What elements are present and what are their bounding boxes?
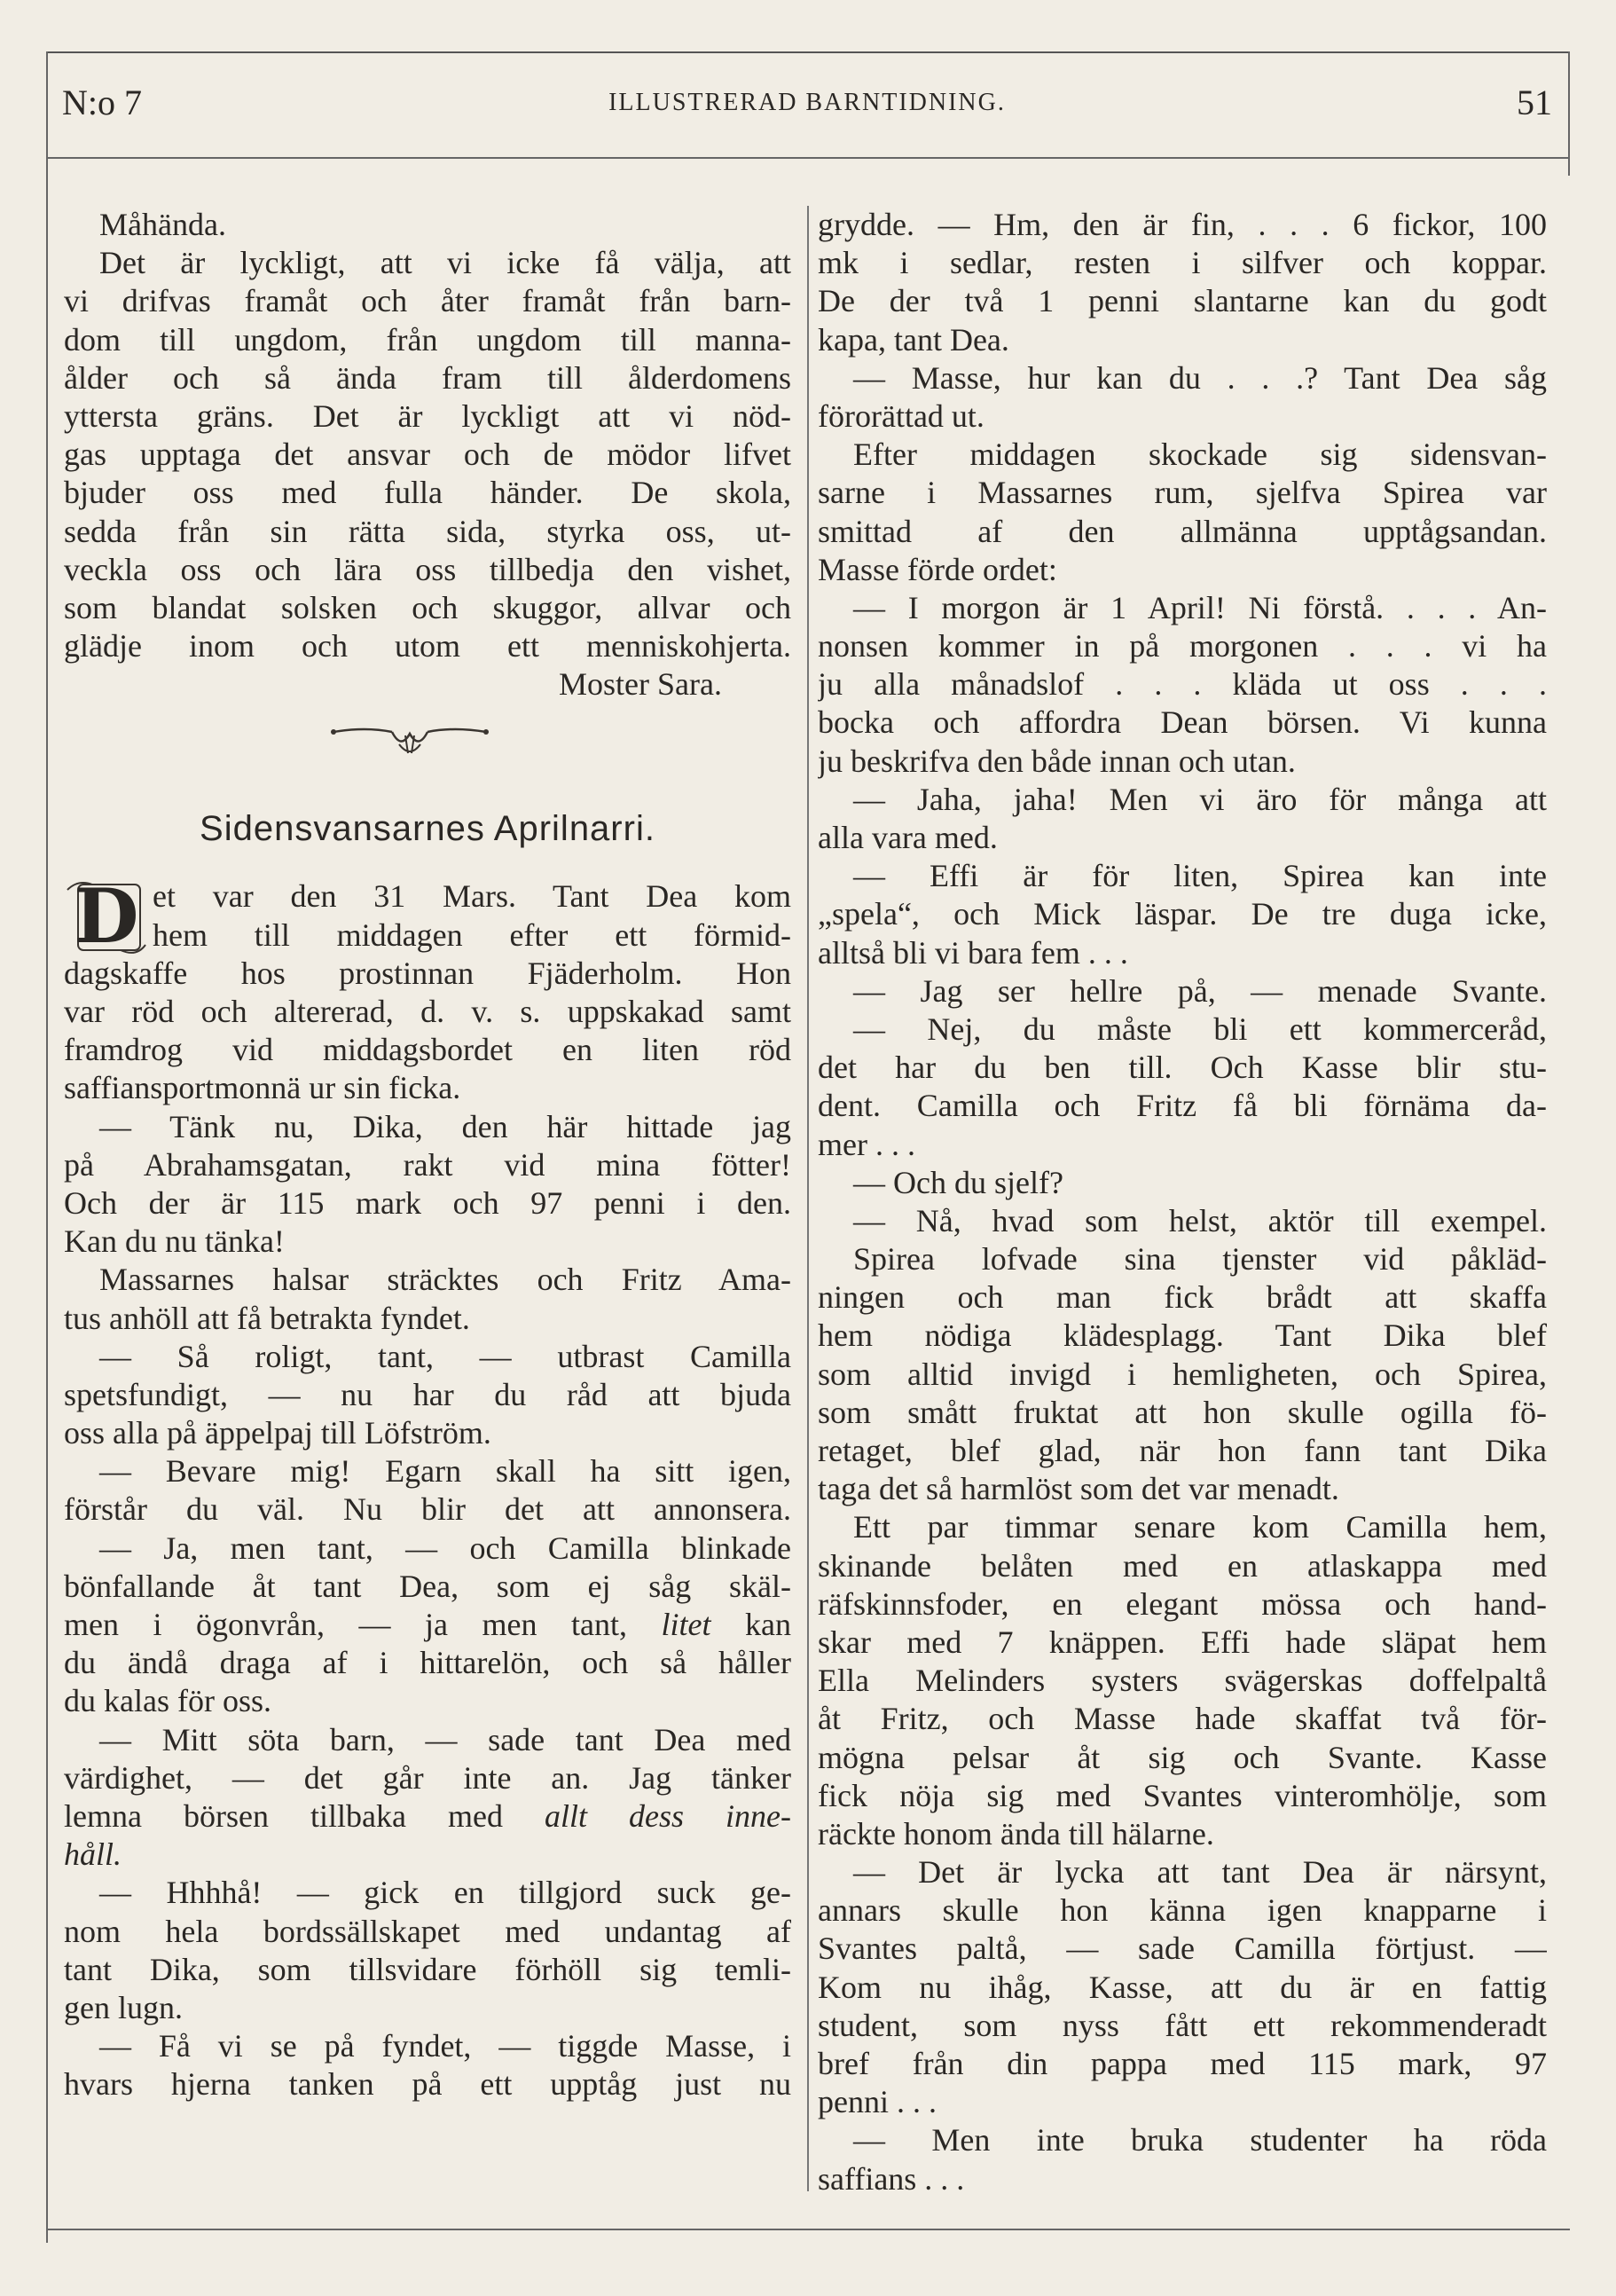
text-line: hem nödiga klädesplagg. Tant Dika blef xyxy=(818,1317,1547,1354)
text-line: — Mitt söta barn, — sade tant Dea med xyxy=(99,1721,791,1757)
text-line: mögna pelsar åt sig och Svante. Kasse xyxy=(818,1739,1547,1775)
text-line: som alltid invigd i hemligheten, och Spirea, xyxy=(818,1356,1547,1392)
text-line: Måhända. xyxy=(99,207,226,242)
text-line: ålder och så ända fram till ålderdomens xyxy=(64,359,791,396)
frame-left-rule xyxy=(46,51,48,2243)
text-line: penni . . . xyxy=(818,2084,937,2120)
text-line: vi drifvas framåt och åter framåt från barn- xyxy=(64,283,791,319)
text-line: kapa, tant Dea. xyxy=(818,321,1009,358)
text-line: annars skulle hon känna igen knapparne i xyxy=(818,1892,1547,1929)
text-line: ju beskrifva den både innan och utan. xyxy=(818,743,1296,779)
text-line: — Och du sjelf? xyxy=(853,1164,1063,1200)
text-line: ningen och man fick brådt att skaffa xyxy=(818,1279,1547,1316)
text-line: värdighet, — det går inte an. Jag tänker xyxy=(64,1759,791,1796)
text-line: mer . . . xyxy=(818,1126,915,1162)
text-line: hem till middagen efter ett förmid- xyxy=(153,916,791,953)
text-line: bönfallande åt tant Dea, som ej såg skäl- xyxy=(64,1568,791,1604)
text-line: — I morgon är 1 April! Ni förstå. . . . An- xyxy=(853,589,1547,625)
text-line: sarne i Massarnes rum, sjelfva Spirea var xyxy=(818,475,1547,511)
text-line: — Hhhhå! — gick en tillgjord suck ge- xyxy=(99,1875,791,1911)
text-line: saffians . . . xyxy=(818,2160,965,2197)
section-title: Sidensvansarnes Aprilnarri. xyxy=(200,809,655,849)
text-line: tant Dika, som tillsvidare förhöll sig temli- xyxy=(64,1951,791,1987)
issue-number: N:o 7 xyxy=(62,83,142,122)
text-line: dagskaffe hos prostinnan Fjäderholm. Hon xyxy=(64,955,791,991)
text-line: räfskinnsfoder, en elegant mössa och hand- xyxy=(818,1585,1547,1622)
text-line: men i ögonvrån, — ja men tant, litet kan xyxy=(64,1607,791,1642)
footer-rule xyxy=(46,2229,1570,2230)
header-rule xyxy=(46,157,1570,159)
text-line: grydde. — Hm, den är fin, . . . 6 fickor, 100 xyxy=(818,207,1547,242)
text-line: — Få vi se på fyndet, — tiggde Masse, i xyxy=(99,2028,791,2064)
text-line: — Men inte bruka studenter ha röda xyxy=(853,2122,1547,2158)
text-line: det har du ben till. Och Kasse blir stu- xyxy=(818,1050,1547,1086)
text-line: du kalas för oss. xyxy=(64,1683,271,1719)
text-line: alla vara med. xyxy=(818,820,998,855)
text-line: lemna börsen tillbaka med allt dess inne- xyxy=(64,1797,791,1834)
text-line: — Effi är för liten, Spirea kan inte xyxy=(853,858,1547,894)
text-line: Det är lyckligt, att vi icke få välja, att xyxy=(99,245,791,281)
text-line: spetsfundigt, — nu har du råd att bjuda xyxy=(64,1376,791,1412)
publication-title: ILLUSTRERAD BARNTIDNING. xyxy=(608,89,1006,116)
frame-top-rule xyxy=(46,51,1570,53)
left-column xyxy=(64,206,791,2103)
text-line: De der två 1 penni slantarne kan du godt xyxy=(818,283,1547,319)
text-line: „spela“, och Mick läspar. De tre duga icke, xyxy=(818,896,1547,932)
right-column xyxy=(818,206,1547,2198)
text-line: förorättad ut. xyxy=(818,397,985,434)
text-line: som smått fruktat att hon skulle ogilla fö- xyxy=(818,1394,1547,1430)
text-line: Efter middagen skockade sig sidensvan- xyxy=(853,436,1547,473)
text-line: tus anhöll att få betrakta fyndet. xyxy=(64,1300,470,1336)
text-line: — Nej, du måste bli ett kommerceråd, xyxy=(853,1010,1547,1047)
text-line: Och der är 115 mark och 97 penni i den. xyxy=(64,1184,791,1221)
ornament-flourish-icon xyxy=(330,723,490,759)
text-line: gas upptaga det ansvar och de mödor lifvet xyxy=(64,436,791,473)
text-line: — Jag ser hellre på, — menade Svante. xyxy=(853,972,1547,1009)
text-line: alltså bli vi bara fem . . . xyxy=(818,934,1128,971)
text-line: räckte honom ända till hälarne. xyxy=(818,1815,1214,1852)
text-line: — Jaha, jaha! Men vi äro för många att xyxy=(853,781,1547,817)
text-line: fick nöja sig med Svantes vinteromhölje, som xyxy=(818,1777,1547,1813)
text-line: mk i sedlar, resten i silfver och koppar. xyxy=(818,245,1547,281)
text-line: Ett par timmar senare kom Camilla hem, xyxy=(853,1509,1547,1545)
italic-word: litet xyxy=(661,1607,711,1642)
text-line: förstår du väl. Nu blir det att annonsera. xyxy=(64,1491,791,1528)
text-line: som blandat solsken och skuggor, allvar och xyxy=(64,589,791,625)
text-line: dent. Camilla och Fritz få bli förnäma da- xyxy=(818,1088,1547,1124)
text-line: Ella Melinders systers svägerskas doffelpaltå xyxy=(818,1663,1547,1699)
text-line: Massarnes halsar sträcktes och Fritz Ama- xyxy=(99,1262,791,1298)
text-line: bocka och affordra Dean börsen. Vi kunna xyxy=(818,704,1547,741)
text-line: på Abrahamsgatan, rakt vid mina fötter! xyxy=(64,1146,791,1183)
text-line: Kan du nu tänka! xyxy=(64,1223,285,1260)
text-line: — Så roligt, tant, — utbrast Camilla xyxy=(99,1338,791,1374)
text-line: Kom nu ihåg, Kasse, att du är en fattig xyxy=(818,1969,1547,2005)
text-line: Spirea lofvade sina tjenster vid påkläd- xyxy=(853,1241,1547,1278)
text-line: glädje inom och utom ett menniskohjerta. xyxy=(64,628,791,664)
text-line: veckla oss och lära oss tillbedja den vishet, xyxy=(64,551,791,587)
text-line: bref från din pappa med 115 mark, 97 xyxy=(818,2046,1547,2081)
text-line: oss alla på äppelpaj till Löfström. xyxy=(64,1415,491,1451)
page-header xyxy=(62,82,1552,126)
text-line: skar med 7 knäppen. Effi hade släpat hem xyxy=(818,1624,1547,1660)
italic-phrase: allt dess inne- xyxy=(544,1797,791,1834)
text-line: — Nå, hvad som helst, aktör till exempel. xyxy=(853,1202,1547,1238)
text-line: — Tänk nu, Dika, den här hittade jag xyxy=(99,1108,791,1144)
text-line: — Masse, hur kan du . . .? Tant Dea såg xyxy=(853,359,1547,396)
text-line: nonsen kommer in på morgonen . . . vi ha xyxy=(818,628,1547,664)
text-line: gen lugn. xyxy=(64,1989,183,2025)
signature: Moster Sara. xyxy=(559,666,722,703)
text-line: håll. xyxy=(64,1836,122,1873)
text-line: Svantes paltå, — sade Camilla förtjust. — xyxy=(818,1930,1547,1967)
text-line: smittad af den allmänna upptågsandan. xyxy=(818,513,1547,549)
text-line: åt Fritz, och Masse hade skaffat två för- xyxy=(818,1701,1547,1737)
text-line: student, som nyss fått ett rekommenderadt xyxy=(818,2007,1547,2043)
section-ornament xyxy=(64,704,791,780)
text-line: nom hela bordssällskapet med undantag af xyxy=(64,1913,791,1949)
page-number: 51 xyxy=(1517,83,1552,122)
text-line: Masse förde ordet: xyxy=(818,551,1057,587)
text-line: et var den 31 Mars. Tant Dea kom xyxy=(153,878,791,915)
text-line: saffiansportmonnä ur sin ficka. xyxy=(64,1070,461,1106)
text-line: — Ja, men tant, — och Camilla blinkade xyxy=(99,1529,791,1566)
column-divider xyxy=(807,206,809,2191)
text-line: hvars hjerna tanken på ett upptåg just nu xyxy=(64,2066,791,2103)
story-opening xyxy=(64,872,791,961)
drop-cap: D xyxy=(66,877,147,955)
text-line: sedda från sin rätta sida, styrka oss, ut- xyxy=(64,513,791,549)
text-line: retaget, blef glad, när hon fann tant Dika xyxy=(818,1433,1547,1468)
text-line: ju alla månadslof . . . kläda ut oss . . . xyxy=(818,666,1547,703)
text-line: — Bevare mig! Egarn skall ha sitt igen, xyxy=(99,1453,791,1490)
text-line: bjuder oss med fulla händer. De skola, xyxy=(64,475,791,511)
text-line: yttersta gräns. Det är lyckligt att vi nöd- xyxy=(64,397,791,434)
text-line: dom till ungdom, från ungdom till manna- xyxy=(64,321,791,358)
text-line: taga det så harmlöst som det var menadt. xyxy=(818,1471,1339,1507)
text-line: framdrog vid middagsbordet en liten röd xyxy=(64,1032,791,1068)
text-line: skinande belåten med en atlaskappa med xyxy=(818,1547,1547,1584)
text-line: du ändå draga af i hittarelön, och så håller xyxy=(64,1645,791,1681)
text-line: var röd och altererad, d. v. s. uppskakad samt xyxy=(64,994,791,1029)
text-line: — Det är lycka att tant Dea är närsynt, xyxy=(853,1854,1547,1891)
